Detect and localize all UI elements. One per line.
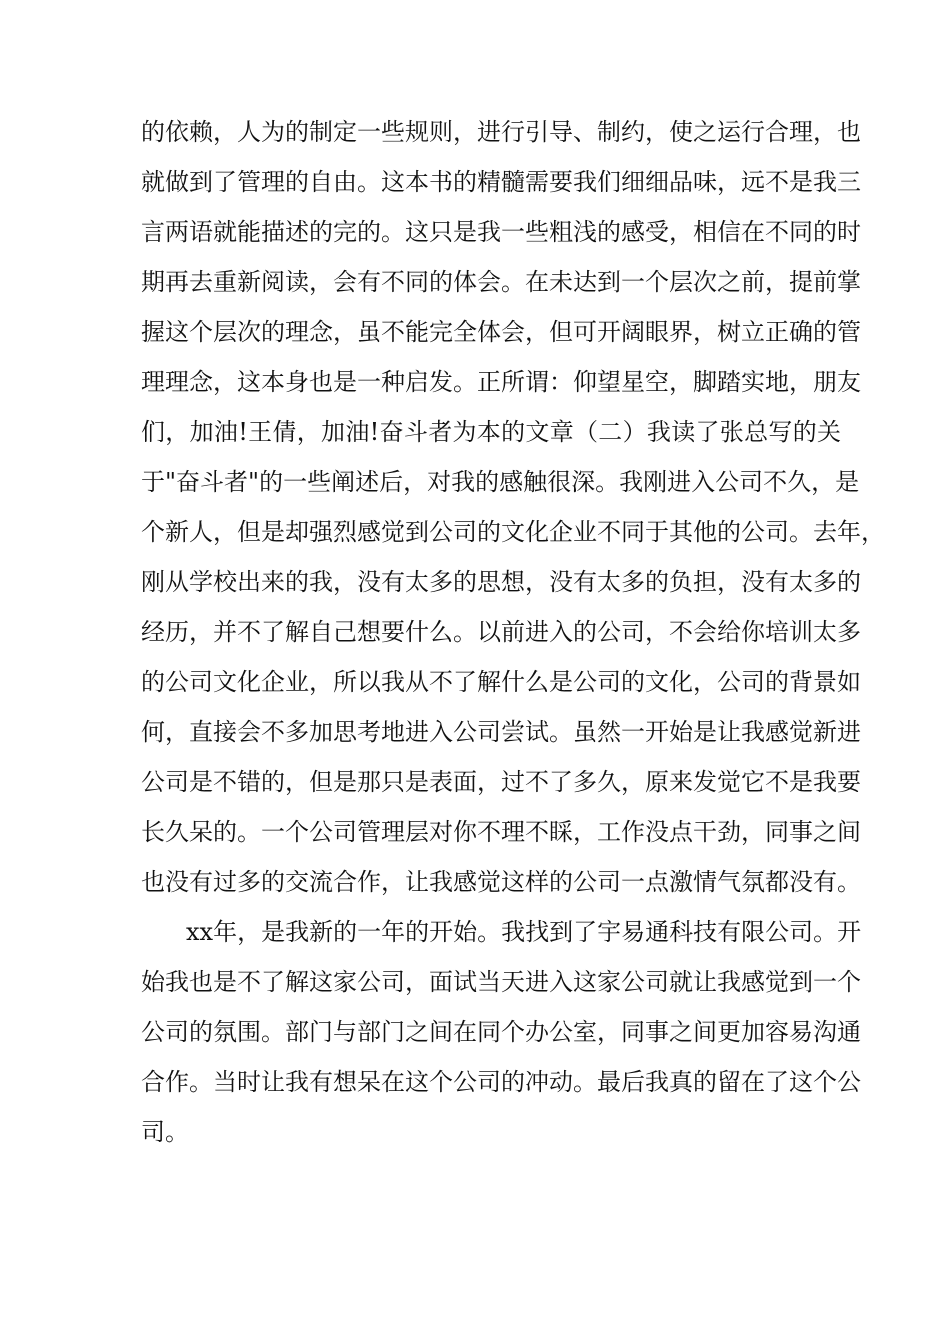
paragraph-1 <box>141 107 885 907</box>
text-line: 握这个层次的理念，虽不能完全体会，但可开阔眼界，树立正确的管 <box>141 318 861 346</box>
text-line: xx年，是我新的一年的开始。我找到了宇易通科技有限公司。开 <box>186 918 862 946</box>
text-line: 期再去重新阅读，会有不同的体会。在未达到一个层次之前，提前掌 <box>141 268 861 296</box>
text-line: 就做到了管理的自由。这本书的精髓需要我们细细品味，远不是我三 <box>141 168 861 196</box>
text-line: 个新人，但是却强烈感觉到公司的文化企业不同于其他的公司。去年， <box>141 518 885 546</box>
text-line: 刚从学校出来的我，没有太多的思想，没有太多的负担，没有太多的 <box>141 568 861 596</box>
text-line: 始我也是不了解这家公司，面试当天进入这家公司就让我感觉到一个 <box>141 968 861 996</box>
text-line: 们，加油!王倩，加油!奋斗者为本的文章（二）我读了张总写的关 <box>141 418 841 446</box>
text-line: 于"奋斗者"的一些阐述后，对我的感触很深。我刚进入公司不久，是 <box>141 468 860 496</box>
text-line: 长久呆的。一个公司管理层对你不理不睬，工作没点干劲，同事之间 <box>141 818 861 846</box>
text-line: 经历，并不了解自己想要什么。以前进入的公司，不会给你培训太多 <box>141 618 861 646</box>
text-line: 的公司文化企业，所以我从不了解什么是公司的文化，公司的背景如 <box>141 668 861 696</box>
text-line: 言两语就能描述的完的。这只是我一些粗浅的感受，相信在不同的时 <box>141 218 861 246</box>
text-line: 何，直接会不多加思考地进入公司尝试。虽然一开始是让我感觉新进 <box>141 718 861 746</box>
text-line: 的依赖，人为的制定一些规则，进行引导、制约，使之运行合理，也 <box>141 118 861 146</box>
document-body <box>141 107 885 1157</box>
text-line: 公司的氛围。部门与部门之间在同个办公室，同事之间更加容易沟通 <box>141 1018 861 1046</box>
text-line: 合作。当时让我有想呆在这个公司的冲动。最后我真的留在了这个公 <box>141 1068 861 1096</box>
text-line: 公司是不错的，但是那只是表面，过不了多久，原来发觉它不是我要 <box>141 768 861 796</box>
text-line: 也没有过多的交流合作，让我感觉这样的公司一点激情气氛都没有。 <box>141 868 861 896</box>
paragraph-2 <box>141 907 862 1157</box>
text-line: 司。 <box>141 1118 189 1146</box>
text-line: 理理念，这本身也是一种启发。正所谓：仰望星空，脚踏实地，朋友 <box>141 368 861 396</box>
